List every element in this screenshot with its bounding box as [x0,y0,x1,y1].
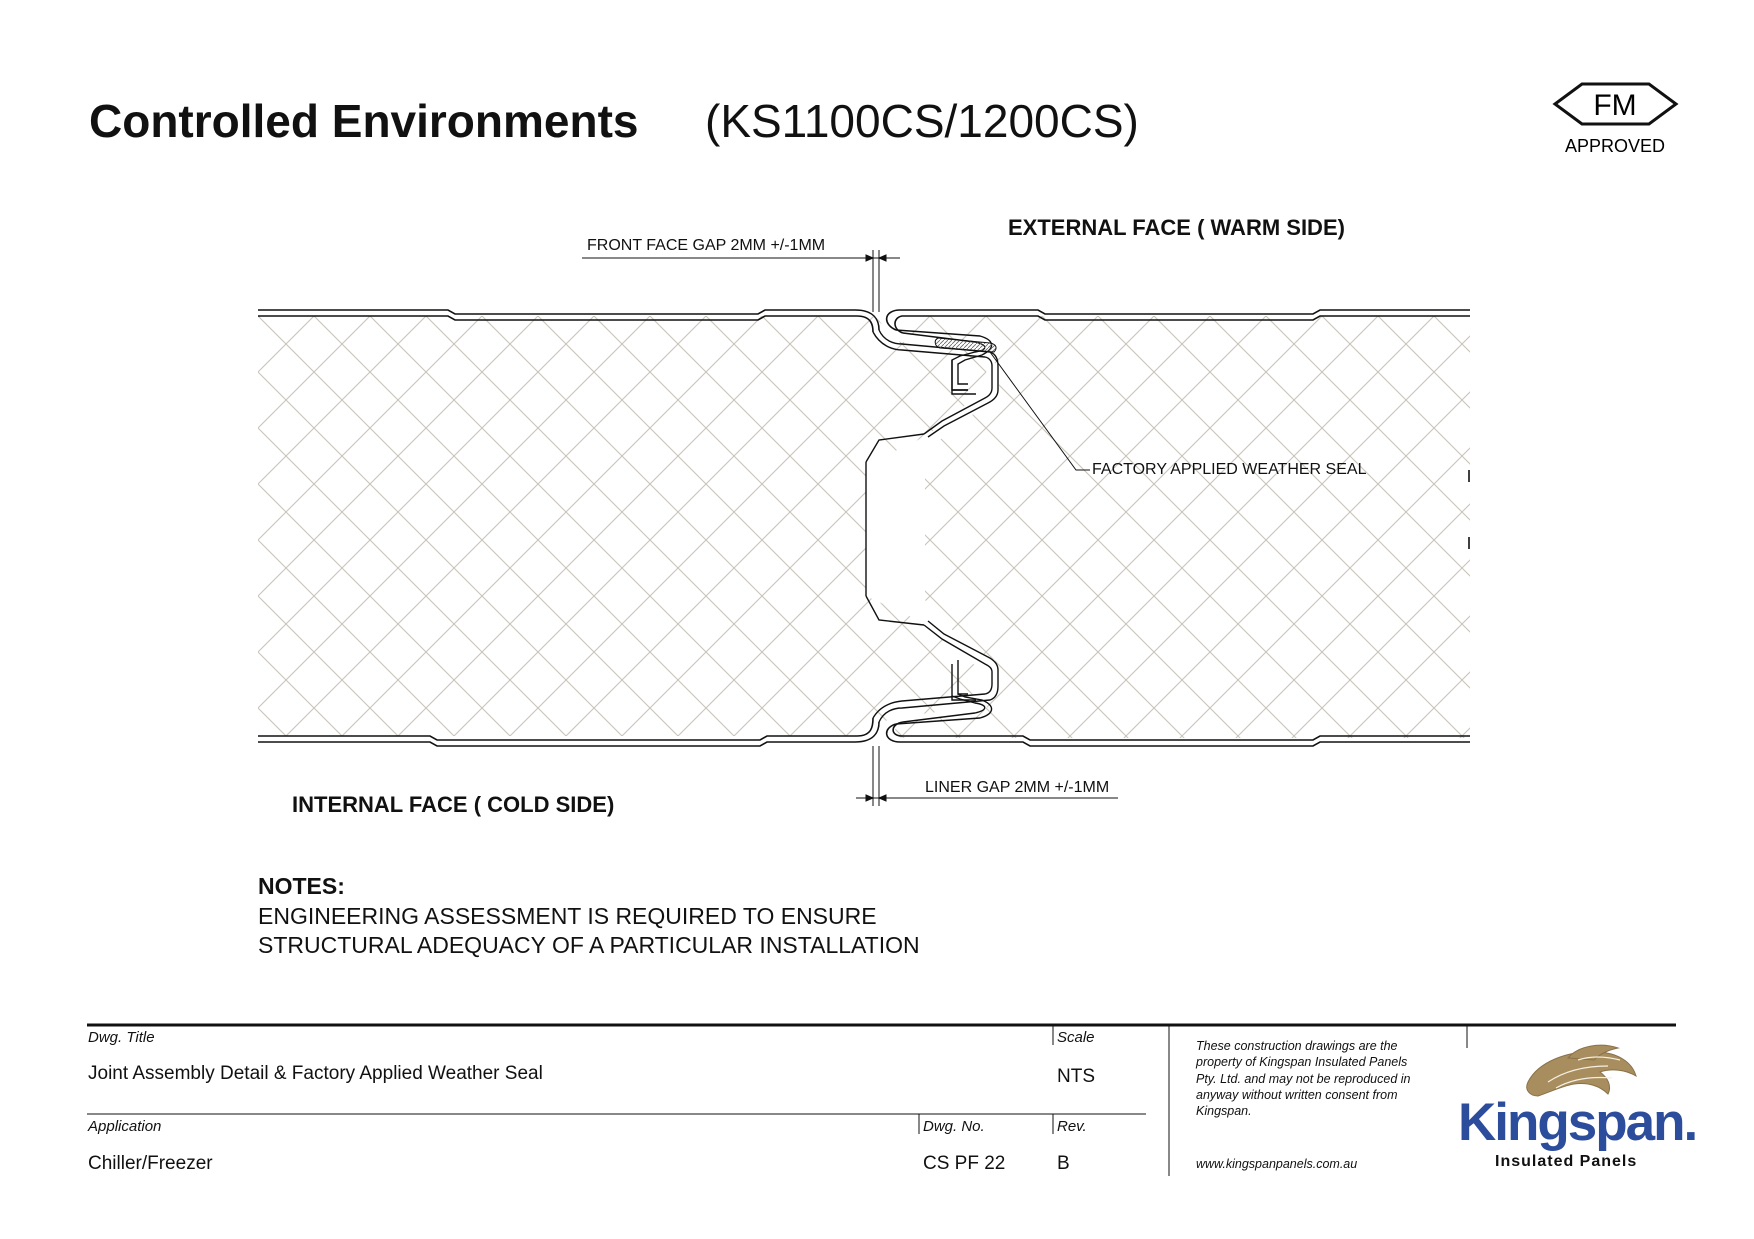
website-url: www.kingspanpanels.com.au [1196,1157,1358,1171]
notes-line: STRUCTURAL ADEQUACY OF A PARTICULAR INSTALLATION [258,932,920,958]
panel-model: (KS1100CS/1200CS) [705,95,1139,147]
rev-value: B [1057,1153,1070,1174]
weather-seal-label: FACTORY APPLIED WEATHER SEAL [1092,461,1367,478]
copyright-disclaimer: These construction drawings are the property of Kingspan Insulated Panels Pty. Ltd. and may not be reproduced in anyway without written consent from Kingspan. [1196,1039,1411,1119]
liner-gap-label: LINER GAP 2MM +/-1MM [925,779,1110,796]
internal-face-label: INTERNAL FACE ( COLD SIDE) [292,792,615,817]
front-gap-label: FRONT FACE GAP 2MM +/-1MM [587,237,826,254]
notes-line: ENGINEERING ASSESSMENT IS REQUIRED TO ENSURE [258,903,877,929]
dwg-title-value: Joint Assembly Detail & Factory Applied Weather Seal [88,1063,543,1084]
approved-text: APPROVED [1564,136,1666,156]
scale-caption: Scale [1057,1029,1095,1046]
dwg-no-caption: Dwg. No. [923,1118,985,1135]
dwg-no-value: CS PF 22 [923,1153,1006,1174]
scale-value: NTS [1057,1066,1095,1087]
application-caption: Application [88,1118,162,1135]
brand-tagline: Insulated Panels [1495,1153,1638,1170]
rev-caption: Rev. [1057,1118,1087,1135]
application-value: Chiller/Freezer [88,1153,213,1174]
brand-name: Kingspan. [1458,1093,1697,1152]
external-face-label: EXTERNAL FACE ( WARM SIDE) [1008,215,1345,240]
page-title: Controlled Environments [89,95,639,147]
dwg-title-caption: Dwg. Title [88,1029,155,1046]
notes-heading: NOTES: [258,873,345,899]
fm-mark: FM [1593,89,1637,122]
